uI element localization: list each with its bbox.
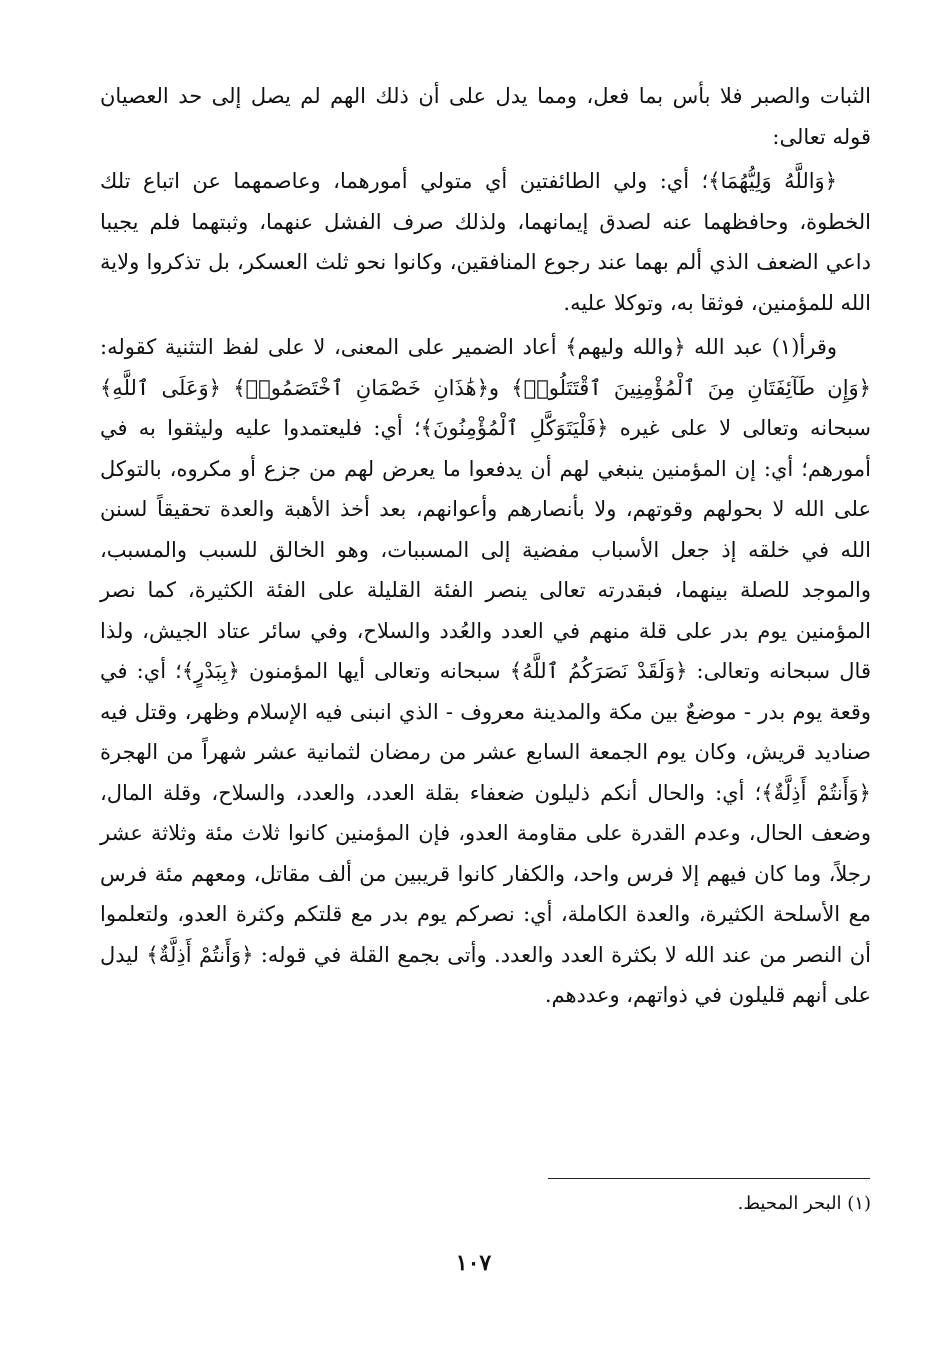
footnote: (١) البحر المحيط. xyxy=(737,1193,871,1214)
paragraph-2: ﴿وَاللَّهُ وَلِيُّهُمَا﴾؛ أي: ولي الطائفتين أي متولي أمورهما، وعاصمهما عن اتباع تلك الخطوة، وحافظهما عنه لصدق إيمانهما، ولذلك صرف الفشل عنهما، وثبتهما فلم يجيبا داعي الضعف الذي ألم بهما عند رجوع المنافقين، وكانوا نحو ثلث العسكر، بل تذكروا ولاية الله للمؤمنين، فوثقا به، وتوكلا عليه. xyxy=(100,169,871,315)
page-number: ١٠٧ xyxy=(455,1250,492,1276)
paragraph-1: الثبات والصبر فلا بأس بما فعل، ومما يدل على أن ذلك الهم لم يصل إلى حد العصيان قوله تعالى: xyxy=(100,84,871,149)
body-text xyxy=(100,76,871,1020)
paragraph-3: وقرأ(١) عبد الله ﴿والله وليهم﴾ أعاد الضمير على المعنى، لا على لفظ التثنية كقوله: ﴿وَإِن طَآئِفَتَانِ مِنَ ٱلْمُؤْمِنِينَ ٱقْتَتَلُوا۟﴾ و﴿هَٰذَانِ خَصْمَانِ ٱخْتَصَمُوا۟﴾ ﴿وَعَلَى ٱللَّهِ﴾ سبحانه وتعالى لا على غيره ﴿فَلْيَتَوَكَّلِ ٱلْمُؤْمِنُونَ﴾؛ أي: فليعتمدوا عليه وليثقوا به في أمورهم؛ أي: إن المؤمنين ينبغي لهم أن يدفعوا ما يعرض لهم من جزع أو مكروه، بالتوكل على الله لا بحولهم وقوتهم، ولا بأنصارهم وأعوانهم، بعد أخذ الأهبة والعدة تحقيقاً لسنن الله في خلقه إذ جعل الأسباب مفضية إلى المسببات، وهو الخالق للسبب والمسبب، والموجد للصلة بينهما، فبقدرته تعالى ينصر الفئة القليلة على الفئة الكثيرة، كما نصر المؤمنين يوم بدر على قلة منهم في العدد والعُدد والسلاح، وفي سائر عتاد الجيش، ولذا قال سبحانه وتعالى: ﴿وَلَقَدْ نَصَرَكُمُ ٱللَّهُ﴾ سبحانه وتعالى أيها المؤمنون ﴿بِبَدْرٍ﴾؛ أي: في وقعة يوم بدر - موضعٌ بين مكة والمدينة معروف - الذي انبنى فيه الإسلام وظهر، وقتل فيه صناديد قريش، وكان يوم الجمعة السابع عشر من رمضان لثمانية عشر شهراً من الهجرة ﴿وَأَنتُمْ أَذِلَّةٌ﴾؛ أي: والحال أنكم ذليلون ضعفاء بقلة العدد، والعدد، والسلاح، وقلة المال، وضعف الحال، وعدم القدرة على مقاومة العدو، فإن المؤمنين كانوا ثلاث مئة وثلاثة عشر رجلاً، وما كان فيهم إلا فرس واحد، والكفار كانوا قريبين من ألف مقاتل، ومعهم مئة فرس مع الأسلحة الكثيرة، والعدة الكاملة، أي: نصركم يوم بدر مع قلتكم وكثرة العدو، ولتعلموا أن النصر من عند الله لا بكثرة العدد والعدد. وأتى بجمع القلة في قوله: ﴿وَأَنتُمْ أَذِلَّةٌ﴾ ليدل على أنهم قليلون في ذواتهم، وعددهم. xyxy=(100,335,871,1007)
footnote-divider xyxy=(548,1178,870,1179)
